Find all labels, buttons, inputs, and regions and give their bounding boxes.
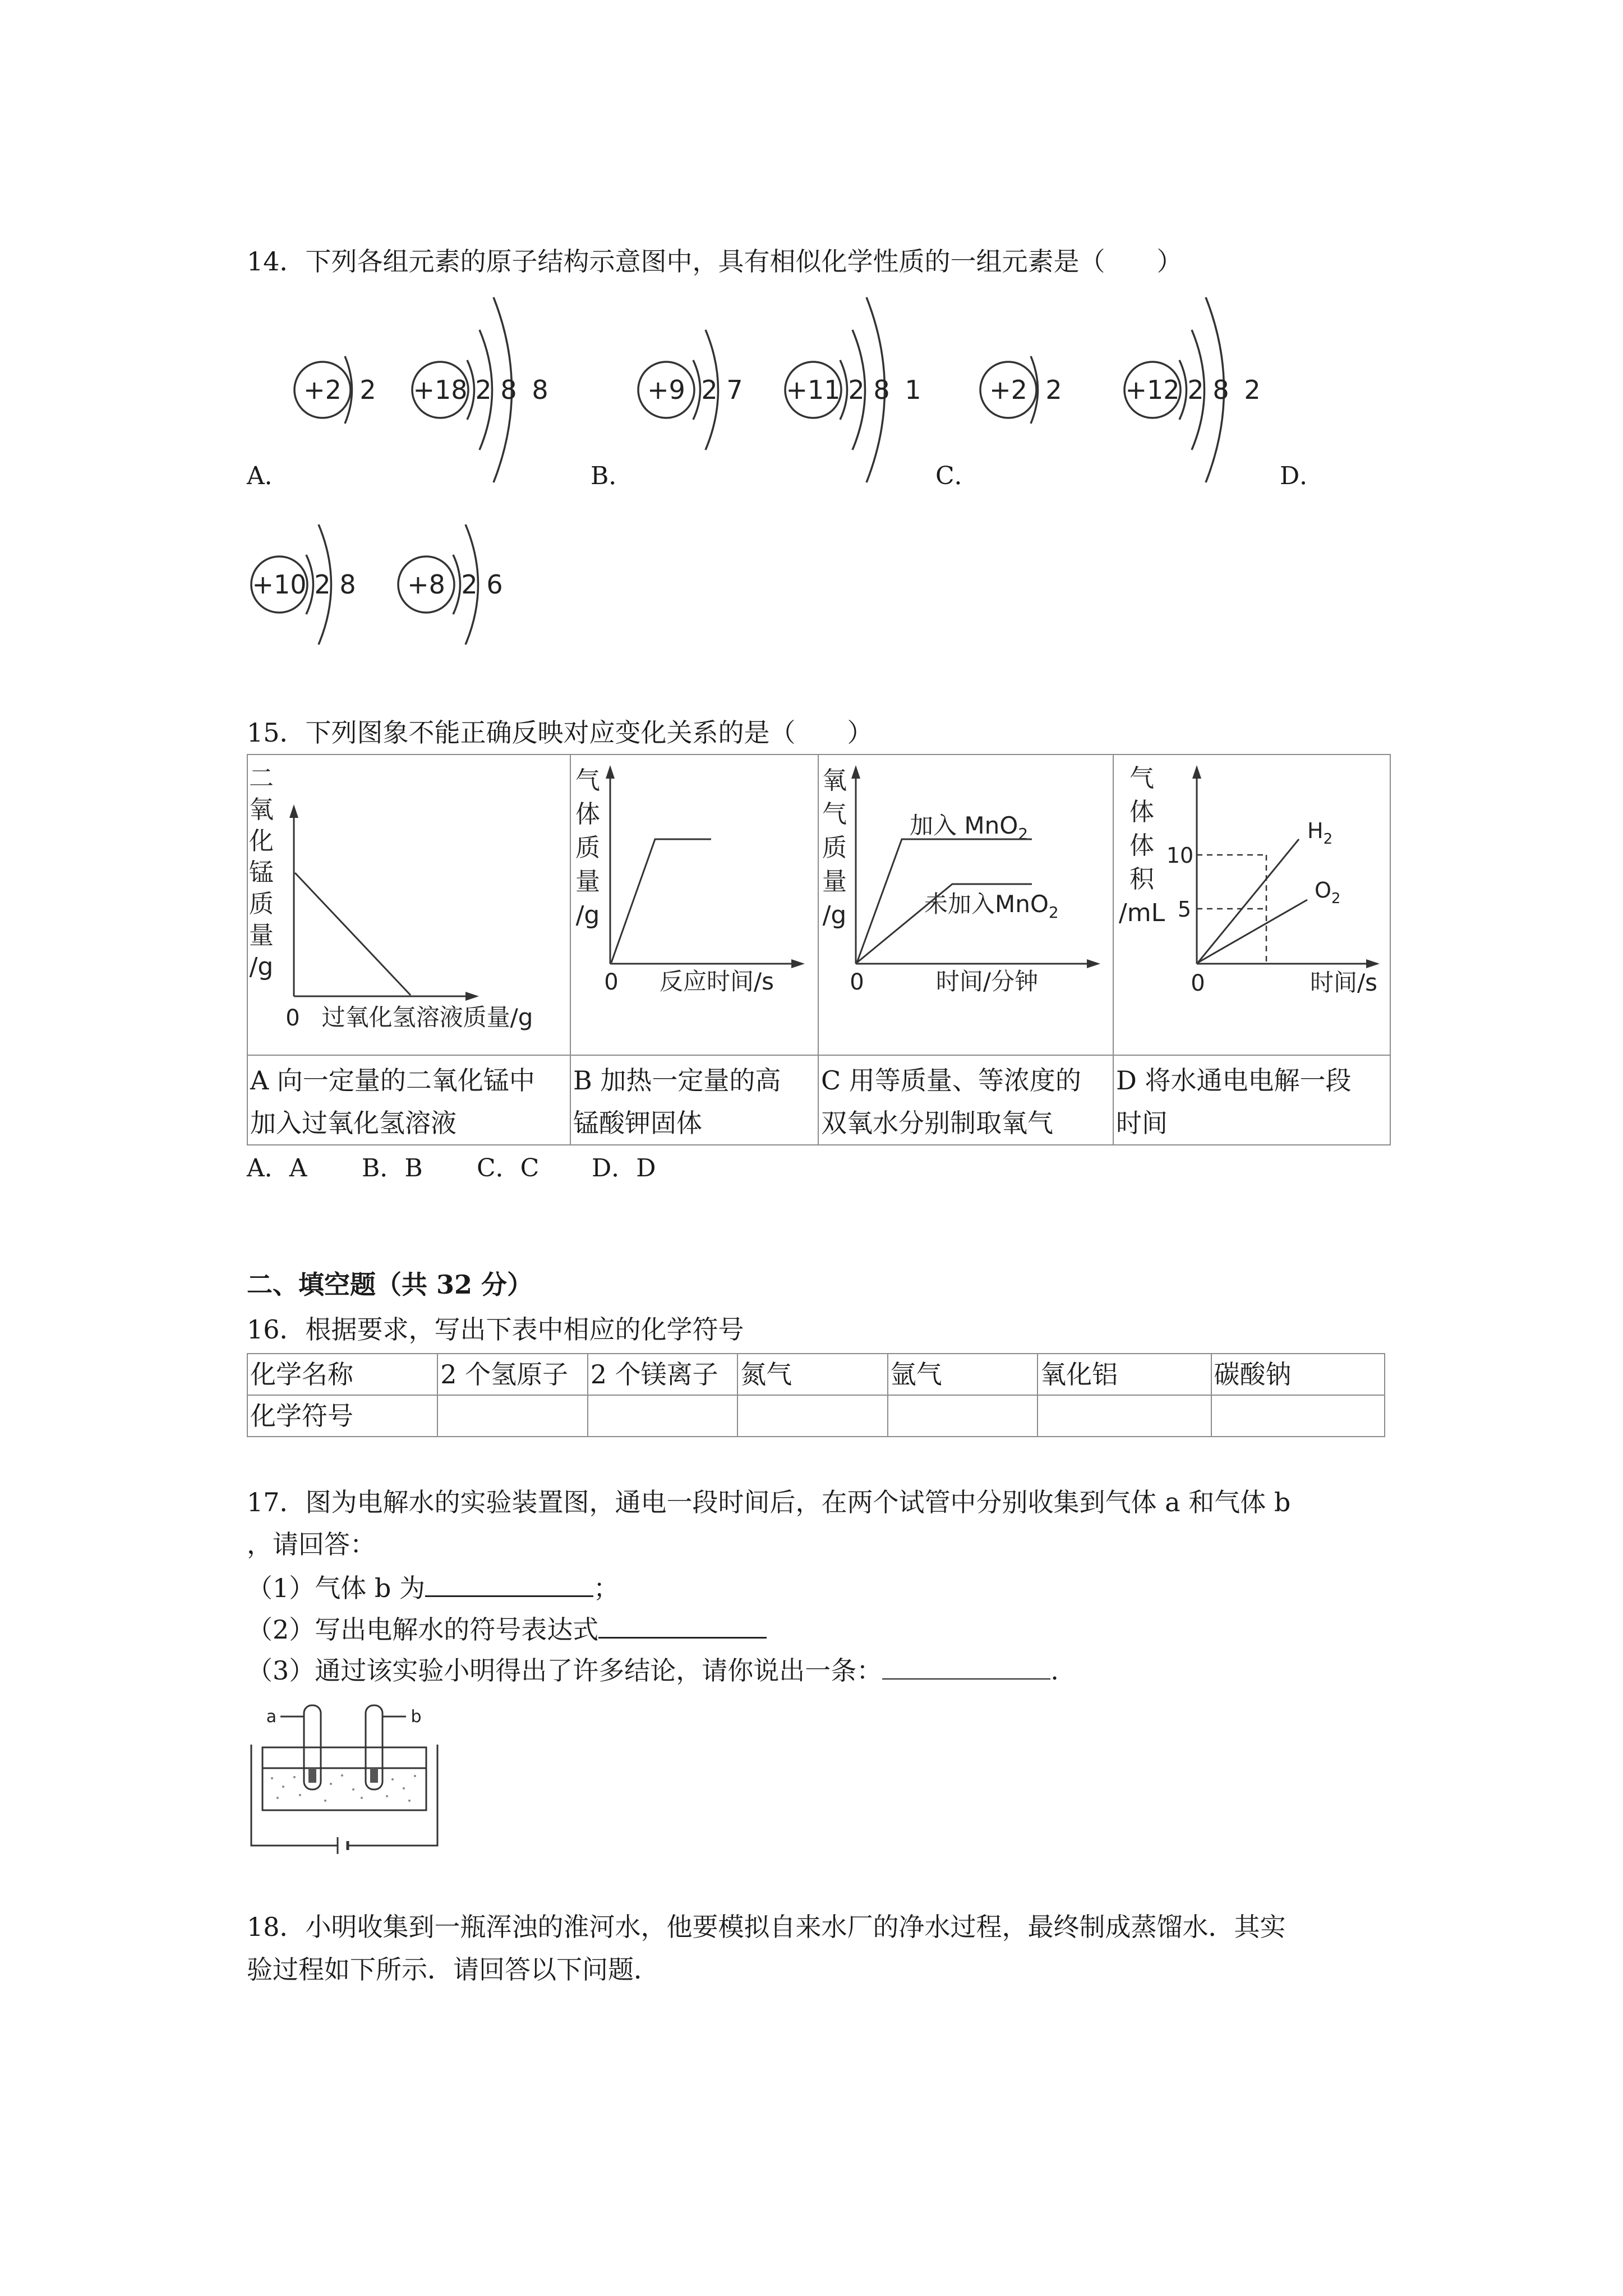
graph-b-ylabel-2: 体 (575, 800, 600, 829)
graph-a-ylabel-4: 锰 (249, 858, 274, 887)
graph-b-cell (570, 754, 818, 1055)
graph-c-line1-sub: 2 (1018, 825, 1029, 843)
q15-option-d: D．D (592, 1154, 656, 1182)
atom-c2-nucleus: +12 (1125, 375, 1180, 405)
graph-c-xlabel: 时间/分钟 (935, 968, 1039, 995)
q16-header-h-atoms: 2 个氢原子 (437, 1354, 587, 1395)
caption-b: B 加热一定量的高 锰酸钾固体 (570, 1055, 818, 1145)
caption-c: C 用等质量、等浓度的 双氧水分别制取氧气 (818, 1055, 1113, 1145)
q17-part2-text: （2）写出电解水的符号表达式 (247, 1614, 599, 1645)
atom-a2-shell1: 2 (475, 375, 492, 405)
graph-c-ylabel-2: 气 (822, 800, 847, 829)
graph-a-ylabel-7: /g (249, 953, 274, 981)
graph-d-ylabel-4: 积 (1129, 865, 1154, 894)
q16-answer-cell[interactable] (888, 1395, 1038, 1437)
atom-b2-shell2: 8 (873, 375, 890, 405)
graph-d-h2-sub: 2 (1323, 831, 1333, 848)
q17-part1-text: （1）气体 b 为 (247, 1573, 425, 1603)
svg-text:未加入MnO2 (924, 890, 1059, 922)
q14-option-c-letter: C． (935, 462, 979, 490)
graph-a-cell (247, 754, 570, 1055)
graph-c-ylabel-5: /g (822, 901, 847, 930)
graph-d-ylabel-1: 气 (1129, 764, 1154, 793)
graph-b-ylabel-5: /g (575, 901, 600, 930)
atom-c2-shell2: 8 (1212, 375, 1229, 405)
q17-part3 (247, 1654, 1059, 1687)
electrode-b (370, 1768, 378, 1783)
graph-a-line (295, 873, 411, 995)
graph-c-line2-sub: 2 (1048, 903, 1059, 922)
q16-answer-cell[interactable] (588, 1395, 737, 1437)
graph-a-xlabel: 过氧化氢溶液质量/g (321, 1004, 533, 1031)
graph-b-xlabel: 反应时间/s (659, 968, 774, 995)
q17-part3-blank[interactable] (882, 1654, 1050, 1680)
q17-part1-end: ； (593, 1573, 619, 1603)
q16-header-alumina: 氧化铝 (1038, 1354, 1211, 1395)
atom-a2-shell3: 8 (532, 375, 548, 405)
electrolysis-apparatus (247, 1694, 449, 1862)
graph-d (1114, 755, 1390, 1052)
atom-b2-nucleus: +11 (786, 375, 841, 405)
electrode-a (308, 1768, 316, 1783)
graph-b-origin: 0 (604, 969, 619, 995)
graph-b-line (611, 839, 711, 963)
graph-d-o2-label: O (1315, 878, 1331, 903)
graph-a-ylabel-6: 量 (249, 921, 274, 950)
label-b: b (411, 1707, 422, 1727)
graph-d-line-h2 (1198, 839, 1299, 963)
graph-d-ylabel-5: /mL (1118, 899, 1165, 927)
graph-c-origin: 0 (850, 969, 864, 995)
q15-graph-table (247, 754, 1391, 1145)
graph-a-ylabel-3: 化 (249, 827, 274, 855)
atom-d1-shell2: 8 (339, 569, 356, 600)
graph-d-o2-sub: 2 (1331, 890, 1341, 907)
q17-part1 (247, 1571, 619, 1605)
q15-stem: 15．下列图象不能正确反映对应变化关系的是（ ） (247, 717, 873, 748)
graph-c-ylabel-4: 量 (822, 867, 847, 896)
atom-b2-shell1: 2 (848, 375, 865, 405)
q18-line1: 18．小明收集到一瓶浑浊的淮河水，他要模拟自来水厂的净水过程，最终制成蒸馏水．其实 (247, 1912, 1286, 1942)
graph-c-cell (818, 754, 1113, 1055)
atom-d1-shell1: 2 (314, 569, 331, 600)
svg-text:O2 (1315, 878, 1340, 907)
atom-d1-nucleus: +10 (252, 569, 307, 600)
graph-d-origin: 0 (1191, 970, 1205, 996)
caption-a: A 向一定量的二氧化锰中 加入过氧化氢溶液 (247, 1055, 570, 1145)
graph-b-ylabel-4: 量 (575, 867, 600, 896)
atom-a1-nucleus: +2 (303, 375, 342, 405)
q16-header-mg-ions: 2 个镁离子 (588, 1354, 737, 1395)
water-trough (262, 1747, 426, 1810)
svg-text:H2 (1307, 818, 1332, 848)
graph-d-xlabel: 时间/s (1310, 969, 1378, 996)
q14-stem: 14．下列各组元素的原子结构示意图中，具有相似化学性质的一组元素是（ ） (247, 246, 1183, 277)
q16-table (247, 1353, 1385, 1437)
q16-header-sodium-carbonate: 碳酸钠 (1211, 1354, 1385, 1395)
graph-c-line2-label: 未加入MnO (924, 890, 1049, 918)
graph-c-ylabel-3: 质 (822, 834, 847, 862)
atom-d2-nucleus: +8 (407, 569, 445, 600)
graph-c-ylabel-1: 氧 (822, 766, 847, 795)
graph-d-ylabel-3: 体 (1129, 831, 1154, 860)
graph-b (571, 755, 818, 1052)
q18-line2: 验过程如下所示．请回答以下问题． (247, 1954, 660, 1985)
atom-d2-shell2: 6 (486, 569, 503, 600)
atom-b1-shell2: 7 (726, 375, 743, 405)
atom-a1-shell1: 2 (359, 375, 376, 405)
q17-part1-blank[interactable] (425, 1571, 593, 1597)
q17-stem-line1: 17．图为电解水的实验装置图，通电一段时间后，在两个试管中分别收集到气体 a 和气体 b (247, 1487, 1291, 1517)
q14-option-a-letter: A． (247, 462, 289, 490)
graph-c-line1-label: 加入 MnO (910, 812, 1018, 839)
q15-option-a: A．A (247, 1154, 307, 1182)
q17-part2 (247, 1612, 767, 1646)
q16-stem: 16．根据要求，写出下表中相应的化学符号 (247, 1314, 744, 1345)
atom-a2-shell2: 8 (500, 375, 517, 405)
q17-part2-blank[interactable] (598, 1612, 767, 1639)
circuit-wire-right (356, 1745, 437, 1846)
atom-a2-nucleus: +18 (413, 375, 468, 405)
graph-d-cell (1113, 754, 1390, 1055)
atom-c1-nucleus: +2 (989, 375, 1027, 405)
graph-d-ylabel-2: 体 (1129, 798, 1154, 826)
graph-c (819, 755, 1113, 1052)
q16-answer-cell[interactable] (437, 1395, 587, 1437)
q16-header-nitrogen: 氮气 (737, 1354, 887, 1395)
q17-stem-line2: ，请回答： (247, 1529, 376, 1559)
atom-b2-shell3: 1 (905, 375, 921, 405)
atom-c2-shell3: 2 (1244, 375, 1261, 405)
graph-b-ylabel-1: 气 (575, 766, 600, 795)
atom-b1-shell1: 2 (701, 375, 718, 405)
q17-part3-end: . (1050, 1655, 1059, 1686)
q15-option-b: B．B (362, 1154, 423, 1182)
q16-answer-cell[interactable] (737, 1395, 887, 1437)
q14-atom-diagrams (247, 292, 1396, 651)
atom-b1-nucleus: +9 (647, 375, 685, 405)
label-a: a (266, 1707, 277, 1727)
q16-answer-cell[interactable] (1211, 1395, 1385, 1437)
graph-a-ylabel-2: 氧 (249, 795, 274, 824)
atom-c2-shell1: 2 (1187, 375, 1204, 405)
q16-header-name: 化学名称 (247, 1354, 437, 1395)
graph-b-ylabel-3: 质 (575, 834, 600, 862)
caption-d: D 将水通电电解一段 时间 (1113, 1055, 1390, 1145)
graph-a (248, 755, 570, 1052)
q16-answer-cell[interactable] (1038, 1395, 1211, 1437)
graph-a-ylabel-5: 质 (249, 890, 274, 918)
section-title: 二、填空题（共 32 分） (247, 1269, 533, 1300)
q17-part3-text: （3）通过该实验小明得出了许多结论，请你说出一条： (247, 1655, 883, 1686)
graph-d-tick-10: 10 (1166, 843, 1194, 868)
atom-d2-shell1: 2 (461, 569, 478, 600)
graph-a-ylabel-1: 二 (249, 764, 274, 793)
q16-header-argon: 氩气 (888, 1354, 1038, 1395)
graph-d-h2-label: H (1307, 818, 1324, 843)
atom-c1-shell1: 2 (1045, 375, 1062, 405)
q14-option-b-letter: B． (591, 462, 634, 490)
graph-d-tick-5: 5 (1177, 897, 1192, 922)
q14-option-d-letter: D． (1280, 462, 1325, 490)
q16-row-symbol-label: 化学符号 (247, 1395, 437, 1437)
q15-option-c: C．C (477, 1154, 540, 1182)
graph-a-origin: 0 (285, 1005, 300, 1031)
